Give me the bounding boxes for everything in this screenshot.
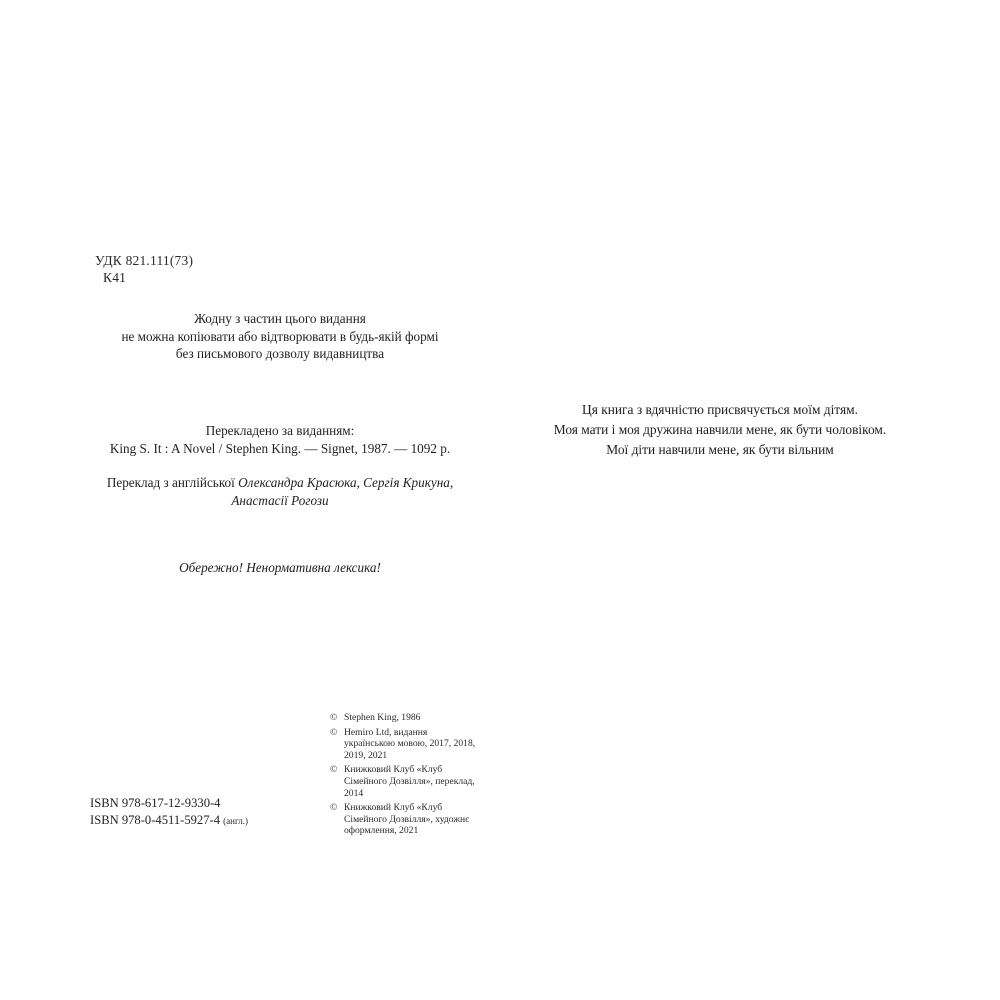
dedication-line-3: Мої діти навчили мене, як бути вільним	[606, 442, 834, 457]
content-warning: Обережно! Ненормативна лексика!	[179, 560, 381, 575]
copyright-icon: ©	[330, 712, 338, 723]
copyright-text: Stephen King, 1986	[344, 712, 421, 723]
udk-block	[95, 252, 193, 286]
copy-notice	[60, 310, 500, 363]
copyright-icon: ©	[330, 726, 338, 738]
isbn-english-number: ISBN 978-0-4511-5927-4	[90, 812, 224, 827]
left-page	[60, 30, 500, 970]
copyright-row	[330, 727, 480, 762]
translators-block	[60, 474, 500, 510]
udk-shelf-mark: К41	[103, 270, 127, 285]
translators-names-1: Олександра Красюка, Сергія Крикуна,	[238, 475, 454, 490]
copy-notice-line-1: Жодну з частин цього видання	[194, 311, 366, 326]
copyright-row	[330, 802, 480, 837]
copyright-text: Книжковий Клуб «Клуб Сімейного Дозвілля», художнє оформлення, 2021	[344, 802, 470, 837]
translators-line-1	[60, 474, 500, 492]
isbn-block	[90, 795, 248, 829]
isbn-ukrainian: ISBN 978-617-12-9330-4	[90, 796, 221, 810]
copyright-text: Hemiro Ltd, видання українською мовою, 2017, 2018, 2019, 2021	[344, 726, 476, 761]
udk-code: УДК 821.111(73)	[95, 253, 194, 268]
copy-notice-line-2: не можна копіювати або відтворювати в будь-якій формі	[121, 328, 439, 344]
source-edition-block	[60, 422, 500, 458]
copyright-icon: ©	[330, 764, 338, 776]
translators-names-2: Анастасії Рогози	[231, 493, 329, 508]
copyright-icon: ©	[330, 802, 338, 814]
translators-prefix: Переклад з англійської	[106, 475, 239, 490]
dedication-line-1: Ця книга з вдячністю присвячується моїм дітям.	[582, 402, 858, 417]
dedication-block	[510, 400, 930, 460]
source-edition-label: Перекладено за виданням:	[205, 423, 355, 438]
copyright-row	[330, 764, 480, 799]
translators-line-2	[60, 492, 500, 510]
copyright-row	[330, 712, 480, 724]
right-page	[500, 30, 940, 970]
copy-notice-line-3: без письмового дозволу видавництва	[175, 346, 385, 361]
isbn-english	[90, 812, 248, 830]
isbn-english-language: (англ.)	[223, 815, 248, 826]
copyright-text: Книжковий Клуб «Клуб Сімейного Дозвілля», переклад, 2014	[344, 764, 475, 799]
source-edition-citation: King S. It : A Novel / Stephen King. — Signet, 1987. — 1092 p.	[109, 441, 451, 456]
copyright-block	[330, 712, 480, 840]
dedication-line-2: Моя мати і моя дружина навчили мене, як бути чоловіком.	[553, 422, 887, 437]
